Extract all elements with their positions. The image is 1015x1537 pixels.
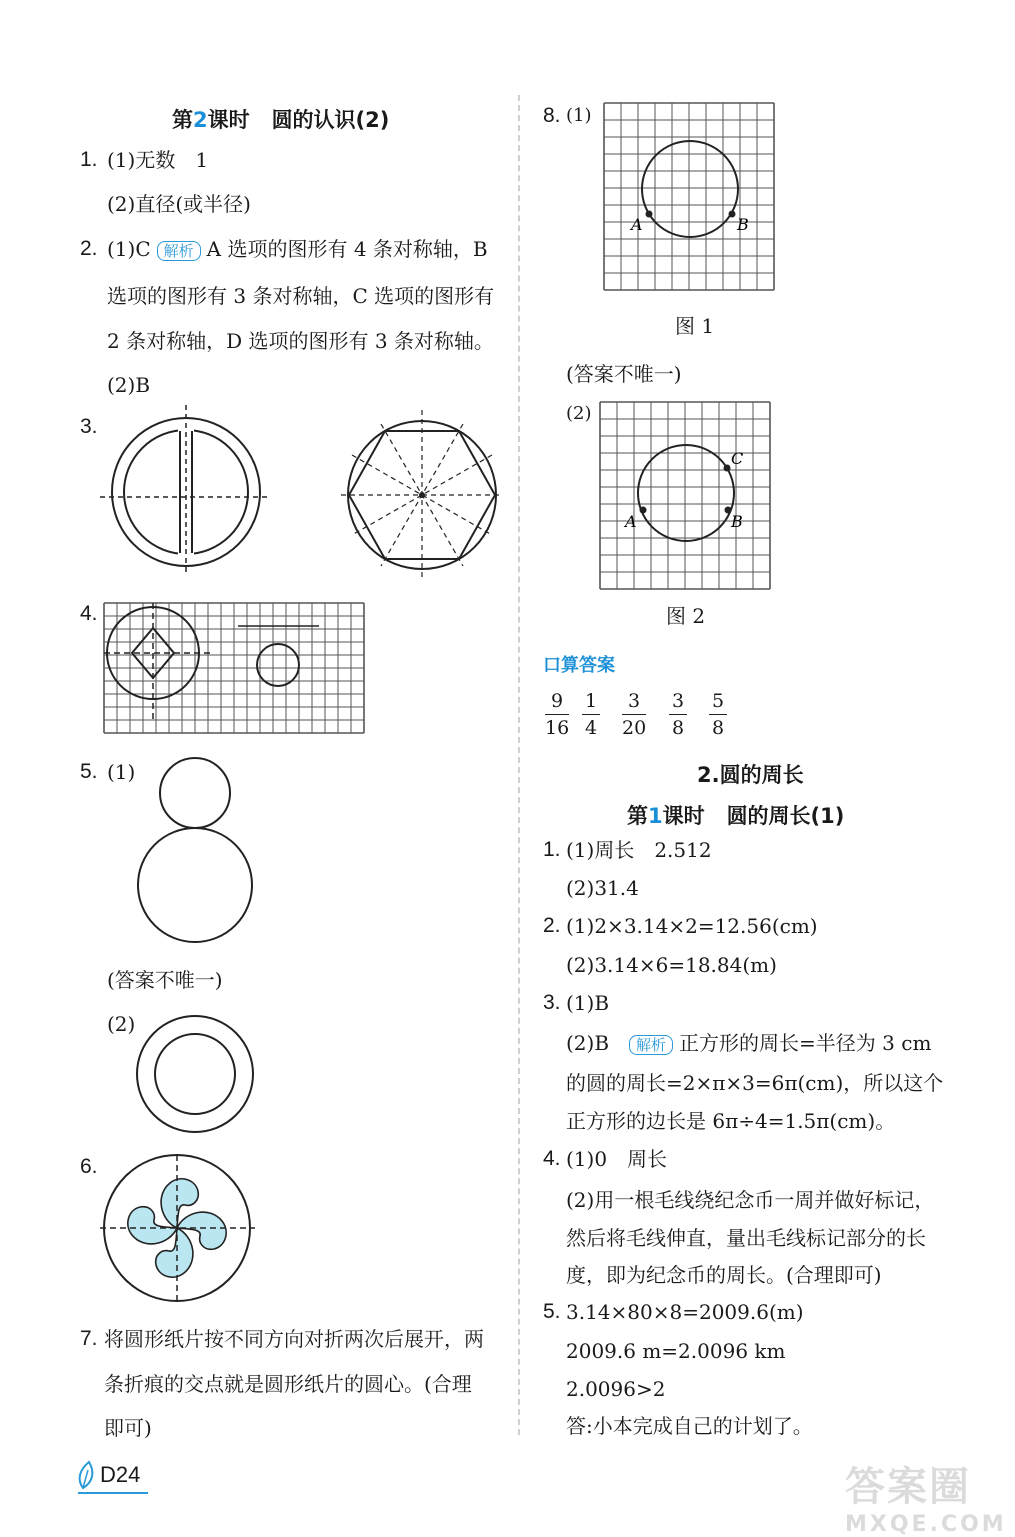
q5-part-1: (1) — [107, 760, 136, 784]
r-q1-number: 1. — [543, 838, 561, 861]
q1-answer-2: (2)直径(或半径) — [107, 192, 251, 216]
fraction-denominator: 8 — [711, 717, 725, 739]
oral-answers-title: 口算答案 — [543, 655, 615, 676]
r-q5-line2: 2009.6 m=2.0096 km — [566, 1339, 786, 1363]
fraction-bar — [582, 714, 600, 715]
fraction-numerator: 3 — [671, 690, 685, 712]
r-q5-line1: 3.14×80×8=2009.6(m) — [566, 1300, 804, 1324]
section-title: 2.圆的周长 — [697, 763, 804, 787]
q8-label-a: A — [631, 215, 643, 234]
q7-number: 7. — [80, 1327, 98, 1350]
page-number: D24 — [100, 1462, 141, 1487]
q8-label-b2: B — [731, 512, 743, 531]
q4-number: 4. — [80, 602, 98, 625]
q4-grid-figure — [104, 603, 366, 733]
q8-label-c: C — [731, 449, 744, 468]
r-q5-line4: 答:小本完成自己的计划了。 — [566, 1414, 813, 1438]
fraction-denominator: 8 — [671, 717, 685, 739]
q8-label-b: B — [737, 215, 749, 234]
r-q2-number: 2. — [543, 914, 561, 937]
footer-underline — [78, 1492, 148, 1494]
fraction-numerator: 3 — [627, 690, 641, 712]
q1-answer-1: (1)无数 1 — [107, 148, 209, 172]
fraction-bar — [709, 714, 727, 715]
q8-fig2-caption: 图 2 — [666, 604, 706, 628]
fraction — [545, 690, 569, 739]
q5-ring-figure — [130, 1010, 260, 1140]
q2-answer-2: (2)B — [107, 373, 151, 397]
q3-hexagon-figure — [345, 410, 505, 580]
q8-grid-figure-2 — [600, 402, 772, 594]
column-divider — [518, 95, 520, 1435]
q2-analysis-line3: 2 条对称轴，D 选项的图形有 3 条对称轴。 — [107, 329, 494, 353]
r-q4-answer-2: (2)用一根毛线绕纪念币一周并做好标记， — [566, 1188, 935, 1212]
fraction-bar — [669, 714, 687, 715]
watermark-logo: 答案圈 MXQE.COM — [845, 1464, 1007, 1537]
r-q3-line2: 的圆的周长=2×π×3=6π(cm)，所以这个 — [566, 1071, 944, 1095]
r-q4-number: 4. — [543, 1147, 561, 1170]
r-q4-answer-1: (1)0 周长 — [566, 1147, 668, 1171]
r-q1-answer-1: (1)周长 2.512 — [566, 838, 712, 862]
q8-number: 8. — [543, 104, 561, 127]
fraction-numerator: 5 — [711, 690, 725, 712]
q2-answer-1: (1)C 解析 A 选项的图形有 4 条对称轴，B — [107, 237, 488, 261]
r-q2-answer-1: (1)2×3.14×2=12.56(cm) — [566, 914, 818, 938]
r-analysis-tag: 解析 — [629, 1035, 673, 1055]
analysis-tag: 解析 — [157, 241, 201, 261]
left-lesson-title: 第2课时 圆的认识(2) — [172, 108, 390, 132]
q8-label-a2: A — [625, 512, 637, 531]
q8-grid-figure-1 — [604, 103, 776, 295]
q6-number: 6. — [80, 1155, 98, 1178]
r-q5-line3: 2.0096>2 — [566, 1377, 666, 1401]
q7-line3: 即可) — [104, 1416, 152, 1440]
r-q3-number: 3. — [543, 991, 561, 1014]
fraction — [669, 690, 687, 739]
q8-part-1: (1) — [566, 105, 592, 126]
q2-analysis-line2: 选项的图形有 3 条对称轴，C 选项的图形有 — [107, 284, 495, 308]
q5-note: (答案不唯一) — [107, 968, 223, 992]
r-q5-number: 5. — [543, 1300, 561, 1323]
fraction — [582, 690, 600, 739]
q2-number: 2. — [80, 237, 98, 260]
leaf-icon — [75, 1460, 101, 1490]
q5-snowman-figure — [130, 755, 260, 945]
r-q3-line3: 正方形的边长是 6π÷4=1.5π(cm)。 — [566, 1109, 896, 1133]
q3-split-ring-figure — [100, 405, 270, 575]
q3-number: 3. — [80, 415, 98, 438]
q5-number: 5. — [80, 760, 98, 783]
q7-line1: 将圆形纸片按不同方向对折两次后展开，两 — [104, 1327, 484, 1351]
r-q1-answer-2: (2)31.4 — [566, 876, 639, 900]
q6-pinwheel-figure — [100, 1155, 255, 1310]
fraction — [709, 690, 727, 739]
r-q4-line2: 然后将毛线伸直，量出毛线标记部分的长 — [566, 1226, 926, 1250]
fraction-denominator: 16 — [545, 717, 570, 739]
fraction-bar — [545, 714, 569, 715]
r-q3-answer-2: (2)B 解析 正方形的周长=半径为 3 cm — [566, 1031, 932, 1055]
q5-part-2: (2) — [107, 1012, 136, 1036]
fraction-numerator: 1 — [584, 690, 598, 712]
r-q3-answer-1: (1)B — [566, 991, 610, 1015]
fraction — [622, 690, 646, 739]
q7-line2: 条折痕的交点就是圆形纸片的圆心。(合理 — [104, 1372, 472, 1396]
q8-fig1-caption: 图 1 — [675, 314, 715, 338]
q1-number: 1. — [80, 148, 98, 171]
q8-note: (答案不唯一) — [566, 362, 682, 386]
fraction-denominator: 20 — [622, 717, 647, 739]
fraction-denominator: 4 — [584, 717, 598, 739]
fraction-numerator: 9 — [550, 690, 564, 712]
r-q4-line3: 度，即为纪念币的周长。(合理即可) — [566, 1263, 882, 1287]
q8-part-2: (2) — [566, 403, 592, 424]
fraction-bar — [622, 714, 646, 715]
right-lesson-title: 第1课时 圆的周长(1) — [627, 804, 845, 828]
r-q2-answer-2: (2)3.14×6=18.84(m) — [566, 953, 777, 977]
